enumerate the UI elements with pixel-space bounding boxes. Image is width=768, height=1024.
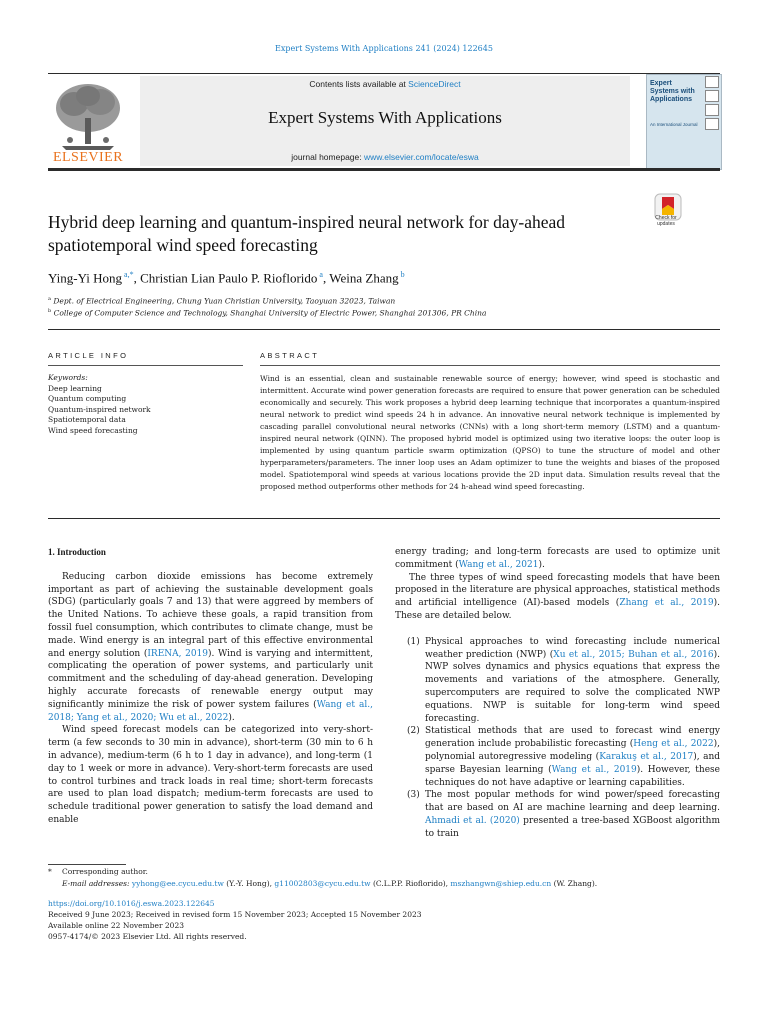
citation-link[interactable]: Ahmadi et al. (2020) (425, 815, 520, 826)
paragraph: Wind speed forecast models can be categorized into very-short-term (a few seconds to 30 min in advance), short-term (30 min to 6 h in advance), medium-term (6 h to 1 day in advance), and long-term (1 day to 1 week or more in advance). Very-short-term forecasts are used to control turbines and track loads in real time; short-term forecasts are used to plan load dispatch; medium-term forecasts are used to schedule traditional power generation to satisfy the load demand and enable (48, 725, 373, 825)
citation-link[interactable]: Heng et al., 2022 (633, 739, 714, 750)
elsevier-wordmark[interactable]: ELSEVIER (52, 150, 124, 165)
header-rule-bottom (48, 168, 720, 171)
body-column-left (48, 546, 373, 827)
doi-block (48, 898, 720, 942)
list-item-text (425, 637, 720, 724)
citation-link[interactable]: Wang et al., 2021 (458, 559, 539, 570)
author-name: Weina Zhang (329, 270, 399, 286)
affiliation-marker: b (48, 308, 52, 314)
doi-link[interactable]: https://doi.org/10.1016/j.eswa.2023.122645 (48, 899, 215, 908)
list-number: (2) (407, 726, 420, 737)
email-link[interactable]: g11002803@cycu.edu.tw (274, 879, 371, 888)
cover-icon-strip (702, 74, 720, 134)
abstract-heading: ABSTRACT (260, 351, 320, 360)
homepage-link[interactable]: www.elsevier.com/locate/eswa (363, 152, 479, 162)
author-affiliation-marker[interactable]: a (317, 270, 323, 279)
paragraph (48, 571, 373, 725)
author-name: Christian Lian Paulo P. Rioflorido (140, 270, 318, 286)
email-label: E-mail addresses: (62, 879, 132, 888)
email-owner: (W. Zhang). (551, 879, 598, 888)
author-affiliation-marker[interactable]: a,* (122, 270, 134, 279)
text-run: Reducing carbon dioxide emissions has become extremely important as part of achieving the sustainable development goals (SDG) (particularly goals 7 and 13) that were aggreed by members of the United Nations. To achieve these goals, a rapid transition from fossil fuel consumption, which contributes to climate change, must be made. Wind energy is an integral part of this effective environmental and energy solution ( (48, 571, 373, 659)
corresponding-author-note (48, 866, 720, 878)
list-number: (1) (407, 636, 420, 647)
list-item (395, 789, 720, 840)
author-list: Ying-Yi Hong $^{a,*}$, Christian Lian Paulo P. Rioflorido $^a$, Weina Zhang $^b$ (48, 270, 405, 286)
homepage-prefix: journal homepage: (291, 152, 364, 162)
article-info-heading: ARTICLE INFO (48, 351, 129, 360)
available-online: Available online 22 November 2023 (48, 921, 184, 930)
footnotes (48, 866, 720, 890)
divider (260, 365, 720, 366)
citation-link[interactable]: Karakuş et al., 2017 (599, 751, 694, 762)
author-affiliation-marker[interactable]: b (398, 270, 405, 279)
cover-icon (705, 76, 719, 88)
text-run: presented a tree-based XGBoost algorithm to train (425, 815, 720, 839)
abstract-text: Wind is an essential, clean and sustainable renewable source of energy; however, wind speed is stochastic and intermittent. Accurate wind power generation forecasts are required to ensure that power generation can be scheduled economically and securely. This work proposes a hybrid deep learning technique that incorporates a quantum-inspired neural network to predict wind speeds 24 h in advance. An innovative neural network technique is implemented by cascading parallel convolutional neural networks (CNNs) with a long short-term memory (LSTM) and a quantum-inspired neural network (QINN). The proposed hybrid model is optimized using two iterative loops: the outer loop is implemented by using quantum particle swarm optimization (QPSO) to tune the structure of model and other hyperparameters/parameters. The inner loop uses an Adam optimizer to tune the weights and biases of the proposed model. Spatiotemporal wind speeds at various locations provide the 2D input data. Simulation results reveal that the proposed method outperforms other methods for 24 h-ahead wind speed forecasting. (260, 374, 720, 491)
cover-subtitle: An International Journal (650, 122, 698, 127)
email-line (48, 878, 720, 890)
text-run: Statistical methods that are used to forecast wind energy generation include probabilistic forecasting ( (425, 726, 720, 750)
journal-title: Expert Systems With Applications (268, 108, 502, 127)
author-name: Ying-Yi Hong (48, 270, 123, 286)
copyright: 0957-4174/© 2023 Elsevier Ltd. All rights reserved. (48, 932, 247, 941)
journal-reference[interactable]: Expert Systems With Applications 241 (2024) 122645 (275, 44, 493, 53)
affiliation-text: College of Computer Science and Technology, Shanghai University of Electric Power, Shanghai 201306, PR China (53, 308, 487, 318)
list-item-text (425, 790, 720, 838)
citation-link[interactable]: Zhang et al., 2019 (619, 598, 714, 609)
spacer (395, 623, 720, 636)
email-link[interactable]: yyhong@ee.cycu.edu.tw (131, 879, 224, 888)
paper-title: Hybrid deep learning and quantum-inspired neural network for day-ahead spatiotemporal wind speed forecasting (48, 212, 566, 255)
contents-prefix: Contents lists available at (309, 79, 409, 89)
text-run: The three types of wind speed forecasting models that have been proposed in the literature are physical approaches, statistical methods and artificial intelligence (AI)-based models ( (395, 572, 720, 609)
text-run: energy trading; and long-term forecasts are used to optimize unit commitment ( (395, 547, 720, 570)
cover-icon (705, 118, 719, 130)
text-run: ). Wind is varying and intermittent, complicating the operation of power systems, and particularly unit commitment and the scheduling of day-ahead generation. Developing highly accurate forecasts of renewable energy output may significantly minimize the risk of power system failures ( (48, 648, 373, 710)
list-item-text (425, 726, 720, 787)
footnote-rule (48, 864, 126, 865)
list-number: (3) (407, 790, 420, 801)
divider (48, 365, 243, 366)
affiliation-a (48, 296, 395, 306)
divider (48, 329, 720, 330)
paragraph (395, 572, 720, 623)
list-item (395, 636, 720, 726)
citation-link[interactable]: Wang et al., 2019 (551, 764, 637, 775)
list-item (395, 725, 720, 789)
footnote-star: * (48, 867, 52, 876)
text-run: ). NWP solves dynamics and physics equations that express the movements and variations of the atmosphere. Generally, supercomputers are required to solve the complicated NWP equations. NWP is suitable for long-term wind speed forecasting. (425, 649, 721, 724)
text-run: ). These are detailed below. (395, 598, 721, 621)
affiliation-text: Dept. of Electrical Engineering, Chung Yuan Christian University, Taoyuan 32023, Taiwan (53, 296, 396, 306)
keyword: Deep learning (48, 383, 102, 393)
keyword: Spatiotemporal data (48, 415, 126, 424)
citation-link[interactable]: Wang et al., 2018; Yang et al., 2020; Wu et al., 2022 (48, 699, 373, 723)
section-heading-introduction: 1. Introduction (48, 547, 106, 557)
keyword: Quantum computing (48, 394, 127, 403)
email-owner: (C.L.P.P. Rioflorido), (370, 879, 451, 888)
email-owner: (Y.-Y. Hong), (223, 879, 275, 888)
contents-line (140, 79, 630, 89)
citation-link[interactable]: Xu et al., 2015; Buhan et al., 2016 (553, 649, 714, 660)
affiliation-marker: a (48, 296, 51, 302)
text-run: ). (228, 712, 235, 723)
paragraph (395, 546, 720, 572)
sciencedirect-link[interactable]: ScienceDirect (408, 79, 461, 89)
body-column-right (395, 546, 720, 841)
text-run: ). However, these techniques do not have adaptive or learning capabilities. (425, 764, 720, 788)
divider (48, 518, 720, 519)
keyword: Wind speed forecasting (48, 425, 138, 435)
cover-icon (705, 90, 719, 102)
text-run: ). (538, 559, 545, 570)
keywords-label: Keywords: (48, 373, 88, 382)
cover-title: Expert Systems with Applications (650, 80, 695, 103)
received-dates: Received 9 June 2023; Received in revised form 15 November 2023; Accepted 15 November 2023 (48, 910, 422, 919)
text-run: The most popular methods for wind power/speed forecasting that are based on AI are machine learning and deep learning. (425, 790, 720, 814)
text-run: Physical approaches to wind forecasting include numerical weather prediction (NWP) ( (425, 636, 720, 660)
crossmark-label[interactable]: Check for updates (655, 215, 677, 227)
homepage-line (140, 152, 630, 162)
affiliation-b (48, 308, 486, 318)
header-rule-top (48, 73, 720, 74)
text-run: ), polynomial autoregressive modeling ( (425, 739, 720, 762)
keyword: Quantum-inspired network (48, 404, 151, 414)
cover-icon (705, 104, 719, 116)
email-link[interactable]: mszhangwn@shiep.edu.cn (450, 879, 552, 888)
keywords-block (48, 373, 243, 436)
corresponding-author-text: Corresponding author. (62, 867, 148, 876)
citation-link[interactable]: IRENA, 2019 (147, 648, 209, 659)
text-run: ), and sparse Bayesian learning ( (425, 751, 720, 775)
